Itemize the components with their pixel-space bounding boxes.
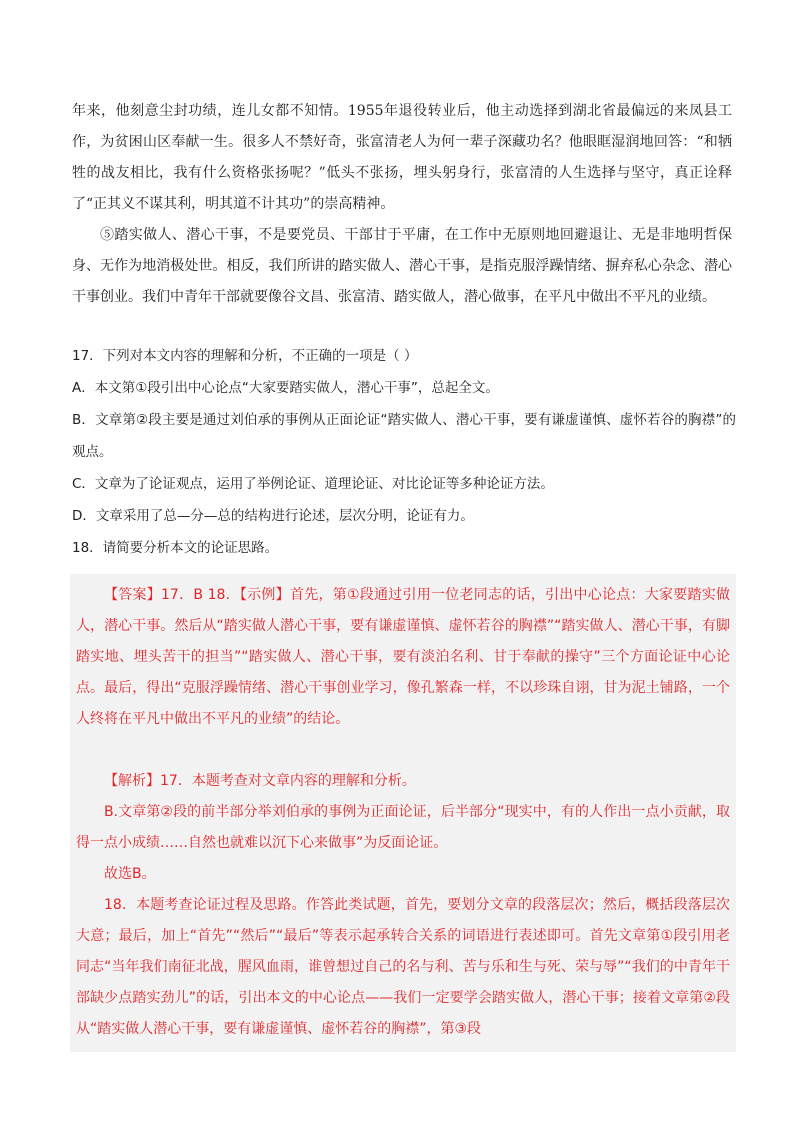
question-block xyxy=(72,340,736,564)
answer-main: 【答案】17．B 18．【示例】首先，第①段通过引用一位老同志的话，引出中心论点：大家要踏实做人，潜心干事。然后从“踏实做人潜心干事，要有谦虚谨慎、虚怀若谷的胸襟”“踏实做人、潜心干事，有脚踏实地、埋头苦干的担当”“踏实做人、潜心干事，要有淡泊名利、甘于奉献的操守”三个方面论证中心论点。最后，得出“克服浮躁情绪、潜心干事创业学习，像孔繁森一样，不以珍珠自诩，甘为泥土铺路，一个人终将在平凡中做出不平凡的业绩”的结论。 xyxy=(76,587,730,727)
analysis-17-heading: 【解析】17．本题考查对文章内容的理解和分析。 xyxy=(104,773,416,789)
question-17-option-d: D．文章采用了总—分—总的结构进行论述，层次分明，论证有力。 xyxy=(72,508,474,524)
analysis-18: 18．本题考查论证过程及思路。作答此类试题，首先，要划分文章的段落层次；然后，概括段落层次大意；最后，加上“首先”“然后”“最后”等表示起承转合关系的词语进行表述即可。首先文章第①段引用老同志“当年我们南征北战，腥风血雨，谁曾想过自己的名与利、苦与乐和生与死、荣与辱”“我们的中青年干部缺少点踏实劲儿”的话，引出本文的中心论点——我们一定要学会踏实做人，潜心干事；接着文章第②段从“踏实做人潜心干事，要有谦虚谨慎、虚怀若谷的胸襟”，第③段 xyxy=(76,897,730,1037)
question-18-stem: 18．请简要分析本文的论证思路。 xyxy=(72,540,279,556)
analysis-17-option-b: B.文章第②段的前半部分举刘伯承的事例为正面论证，后半部分“现实中，有的人作出一点小贡献，取得一点小成绩……自然也就难以沉下心来做事”为反面论证。 xyxy=(76,804,730,851)
question-17-option-c: C．文章为了论证观点，运用了举例论证、道理论证、对比论证等多种论证方法。 xyxy=(72,476,554,492)
analysis-17-conclusion: 故选B。 xyxy=(104,866,156,882)
passage-paragraph-5: ⑤踏实做人、潜心干事，不是要党员、干部甘于平庸，在工作中无原则地回避退让、无是非地明哲保身、无作为地消极处世。相反，我们所讲的踏实做人、潜心干事，是指克服浮躁情绪、摒弃私心杂念、潜心干事创业。我们中青年干部就要像谷文昌、张富清、踏实做人，潜心做事，在平凡中做出不平凡的业绩。 xyxy=(72,227,732,305)
question-17-option-b: B．文章第②段主要是通过刘伯承的事例从正面论证“踏实做人、潜心干事，要有谦虚谨慎、虚怀若谷的胸襟”的观点。 xyxy=(72,412,736,460)
passage-paragraph-4-end: 年来，他刻意尘封功绩，连儿女都不知情。1955年退役转业后，他主动选择到湖北省最偏远的来凤县工作，为贫困山区奉献一生。很多人不禁好奇，张富清老人为何一辈子深藏功名？他眼眶湿润地回答：“和牺牲的战友相比，我有什么资格张扬呢？”低头不张扬，埋头躬身行，张富清的人生选择与坚守，真正诠释了“正其义不谋其利，明其道不计其功”的崇高精神。 xyxy=(72,103,732,212)
question-17-stem: 17．下列对本文内容的理解和分析，不正确的一项是（ ） xyxy=(72,348,418,364)
answer-analysis-box xyxy=(70,574,736,1052)
answer-spacer xyxy=(76,735,730,766)
passage-text xyxy=(72,96,732,313)
question-17-option-a: A．本文第①段引出中心论点“大家要踏实做人，潜心干事”，总起全文。 xyxy=(72,380,499,396)
